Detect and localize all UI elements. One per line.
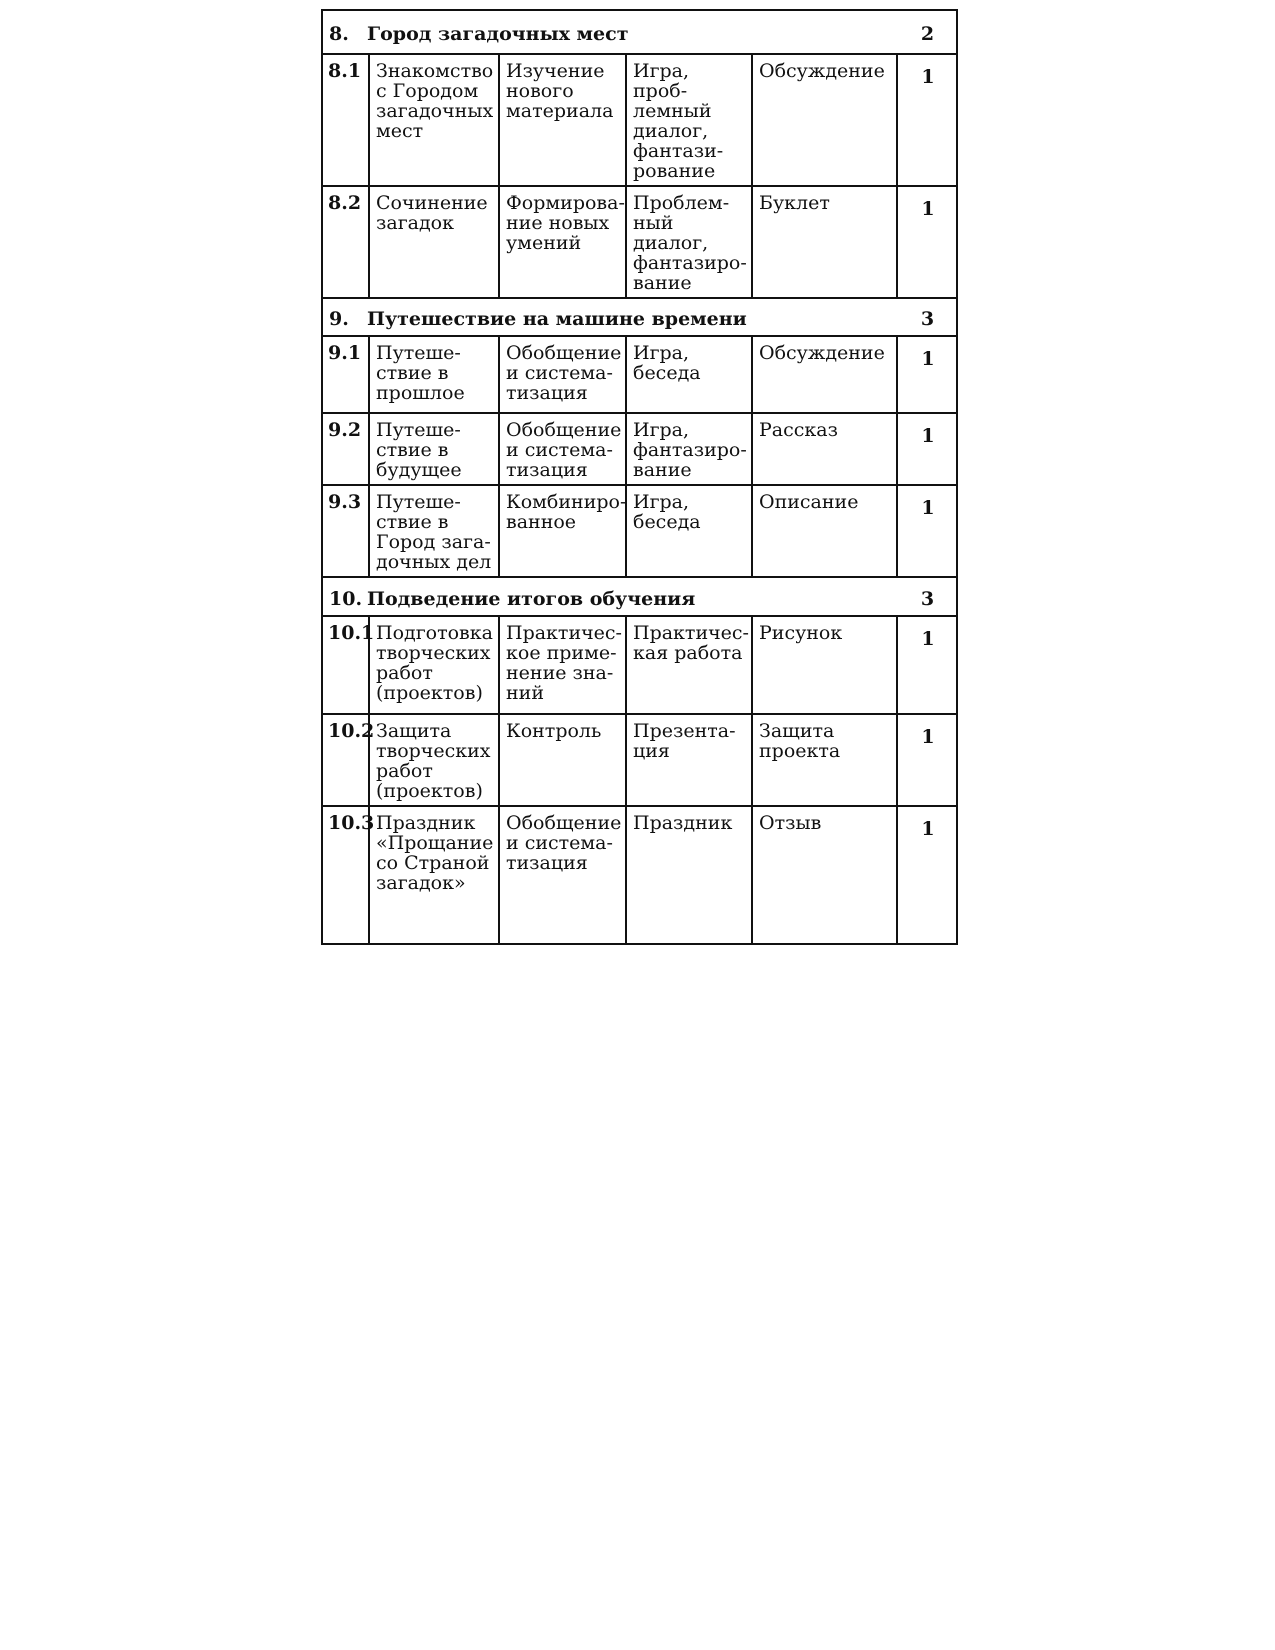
section-header <box>322 577 957 616</box>
lesson-control: Рассказ <box>752 413 897 485</box>
lesson-type: Изучение нового материала <box>499 54 626 186</box>
lesson-hours: 1 <box>897 54 957 186</box>
lesson-number: 10.1 <box>322 616 369 714</box>
section-title: Путешествие на машине времени <box>367 308 747 330</box>
table-row <box>322 485 957 577</box>
lesson-topic: Праздник «Прощание со Страной загадок» <box>369 806 499 944</box>
lesson-control: Обсуждение <box>752 336 897 413</box>
lesson-form: Игра, фантазиро- вание <box>626 413 752 485</box>
section-title: Подведение итогов обучения <box>367 587 696 610</box>
section-hours: 3 <box>897 298 957 336</box>
lesson-topic: Путеше- ствие в прошлое <box>369 336 499 413</box>
table-row <box>322 714 957 806</box>
section-header <box>322 298 957 336</box>
lesson-hours: 1 <box>897 616 957 714</box>
lesson-control: Отзыв <box>752 806 897 944</box>
lesson-control: Рисунок <box>752 616 897 714</box>
lesson-topic: Подготовка творческих работ (проектов) <box>369 616 499 714</box>
table-row <box>322 54 957 186</box>
lesson-control: Обсуждение <box>752 54 897 186</box>
table-row <box>322 806 957 944</box>
lesson-control: Буклет <box>752 186 897 298</box>
lesson-topic: Защита творческих работ (проектов) <box>369 714 499 806</box>
lesson-control: Защита проекта <box>752 714 897 806</box>
lesson-form: Игра, проб- лемный диалог, фантази- рование <box>626 54 752 186</box>
lesson-form: Праздник <box>626 806 752 944</box>
lesson-type: Обобщение и система- тизация <box>499 413 626 485</box>
lesson-form: Практичес- кая работа <box>626 616 752 714</box>
lesson-number: 8.2 <box>322 186 369 298</box>
lesson-form: Проблем- ный диалог, фантазиро- вание <box>626 186 752 298</box>
lesson-control: Описание <box>752 485 897 577</box>
lesson-form: Игра, беседа <box>626 485 752 577</box>
lesson-topic: Путеше- ствие в будущее <box>369 413 499 485</box>
lesson-number: 9.1 <box>322 336 369 413</box>
lesson-number: 8.1 <box>322 54 369 186</box>
curriculum-table <box>321 9 958 945</box>
lesson-hours: 1 <box>897 714 957 806</box>
lesson-topic: Знакомство с Городом загадочных мест <box>369 54 499 186</box>
lesson-number: 10.2 <box>322 714 369 806</box>
section-number: 10. <box>329 587 363 610</box>
lesson-hours: 1 <box>897 485 957 577</box>
lesson-type: Обобщение и система- тизация <box>499 336 626 413</box>
section-hours: 3 <box>897 577 957 616</box>
table-row <box>322 616 957 714</box>
lesson-type: Обобщение и система- тизация <box>499 806 626 944</box>
lesson-type: Формирова- ние новых умений <box>499 186 626 298</box>
lesson-form: Игра, беседа <box>626 336 752 413</box>
section-hours: 2 <box>897 10 957 54</box>
lesson-hours: 1 <box>897 336 957 413</box>
lesson-hours: 1 <box>897 806 957 944</box>
section-number: 8. <box>329 23 349 45</box>
lesson-hours: 1 <box>897 186 957 298</box>
lesson-type: Практичес- кое приме- нение зна- ний <box>499 616 626 714</box>
lesson-number: 10.3 <box>322 806 369 944</box>
lesson-hours: 1 <box>897 413 957 485</box>
table-row <box>322 413 957 485</box>
section-number: 9. <box>329 308 349 330</box>
lesson-number: 9.3 <box>322 485 369 577</box>
lesson-type: Контроль <box>499 714 626 806</box>
lesson-number: 9.2 <box>322 413 369 485</box>
section-title: Город загадочных мест <box>367 23 629 45</box>
lesson-type: Комбиниро- ванное <box>499 485 626 577</box>
section-header <box>322 10 957 54</box>
lesson-form: Презента- ция <box>626 714 752 806</box>
lesson-topic: Путеше- ствие в Город зага- дочных дел <box>369 485 499 577</box>
table-row <box>322 336 957 413</box>
lesson-topic: Сочинение загадок <box>369 186 499 298</box>
table-row <box>322 186 957 298</box>
